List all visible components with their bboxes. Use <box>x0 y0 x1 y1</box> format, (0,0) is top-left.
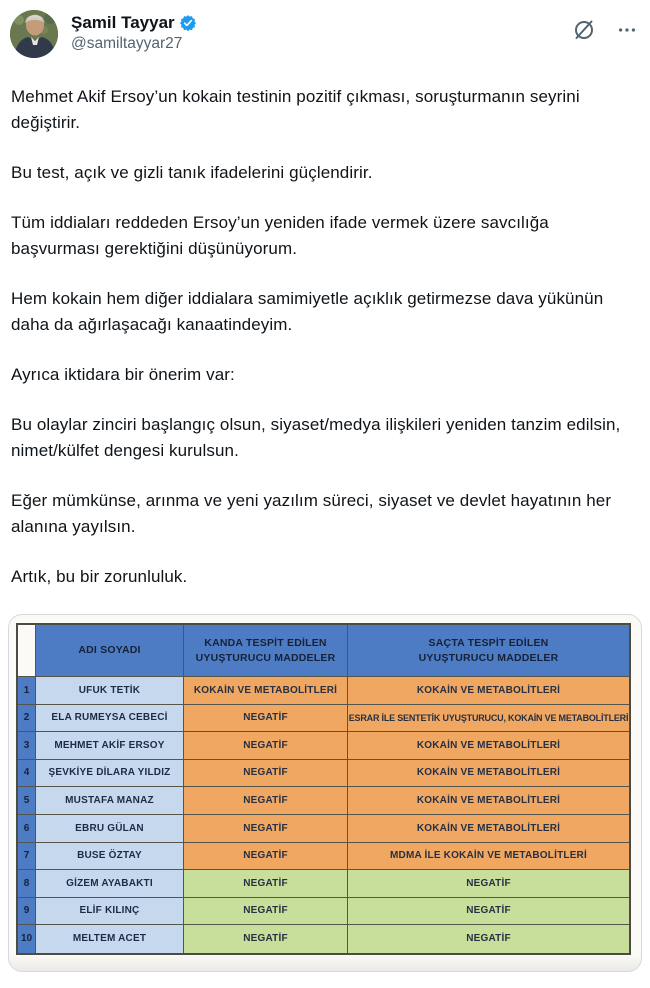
tweet-paragraph: Mehmet Akif Ersoy’un kokain testinin pozitif çıkması, soruşturmanın seyrini değiştirir. <box>11 87 580 132</box>
blood-result-cell: KOKAİN VE METABOLİTLERİ <box>184 677 348 705</box>
blood-result-cell: NEGATİF <box>184 925 348 953</box>
table-row <box>18 787 629 815</box>
hair-result-cell: KOKAİN VE METABOLİTLERİ <box>348 677 629 705</box>
row-number-cell: 8 <box>18 870 36 898</box>
table-row <box>18 815 629 843</box>
table-row <box>18 870 629 898</box>
hair-result-cell: NEGATİF <box>348 925 629 953</box>
hair-result-cell: NEGATİF <box>348 898 629 926</box>
table-row <box>18 705 629 733</box>
row-number-cell: 5 <box>18 787 36 815</box>
row-number-cell: 7 <box>18 843 36 871</box>
table-row <box>18 898 629 926</box>
table-row <box>18 843 629 871</box>
more-menu-icon[interactable] <box>616 19 638 41</box>
blood-result-cell: NEGATİF <box>184 732 348 760</box>
hair-result-cell: KOKAİN VE METABOLİTLERİ <box>348 732 629 760</box>
name-cell: ELA RUMEYSA CEBECİ <box>36 705 184 733</box>
row-number-cell: 6 <box>18 815 36 843</box>
hair-result-cell: MDMA İLE KOKAİN VE METABOLİTLERİ <box>348 843 629 871</box>
blood-result-cell: NEGATİF <box>184 815 348 843</box>
tweet-paragraph: Ayrıca iktidara bir önerim var: <box>11 365 235 384</box>
blood-result-cell: NEGATİF <box>184 898 348 926</box>
name-cell: UFUK TETİK <box>36 677 184 705</box>
display-name[interactable]: Şamil Tayyar <box>71 13 175 32</box>
avatar[interactable] <box>10 10 58 58</box>
results-table-body <box>18 677 629 953</box>
name-cell: MEHMET AKİF ERSOY <box>36 732 184 760</box>
tweet-header <box>10 10 640 62</box>
row-number-cell: 9 <box>18 898 36 926</box>
table-row <box>18 925 629 953</box>
row-number-cell: 3 <box>18 732 36 760</box>
blood-header-line1: KANDA TESPİT EDİLEN <box>204 637 327 650</box>
corner-header-cell <box>18 625 36 677</box>
hair-result-cell: ESRAR İLE SENTETİK UYUŞTURUCU, KOKAİN VE METABOLİTLERİ <box>348 705 629 733</box>
name-cell: GİZEM AYABAKTI <box>36 870 184 898</box>
blood-result-cell: NEGATİF <box>184 843 348 871</box>
name-column-header: ADI SOYADI <box>36 625 184 677</box>
tweet-paragraph: Artık, bu bir zorunluluk. <box>11 567 188 586</box>
name-cell: BUSE ÖZTAY <box>36 843 184 871</box>
row-number-cell: 1 <box>18 677 36 705</box>
tweet-paragraph: Bu olaylar zinciri başlangıç olsun, siyaset/medya ilişkileri yeniden tanzim edilsin, nimet/külfet dengesi kurulsun. <box>11 415 621 460</box>
profile-photo <box>10 10 58 58</box>
name-cell: ELİF KILINÇ <box>36 898 184 926</box>
hair-result-cell: NEGATİF <box>348 870 629 898</box>
results-table-header <box>18 625 629 677</box>
hair-header-line1: SAÇTA TESPİT EDİLEN <box>428 637 549 650</box>
table-row <box>18 732 629 760</box>
hair-header-line2: UYUŞTURUCU MADDELER <box>418 651 559 664</box>
user-handle[interactable]: @samiltayyar27 <box>71 35 183 52</box>
blood-result-cell: NEGATİF <box>184 760 348 788</box>
tweet-media-image[interactable] <box>8 614 642 972</box>
name-cell: MELTEM ACET <box>36 925 184 953</box>
identity-block <box>71 10 197 55</box>
tweet-paragraph: Hem kokain hem diğer iddialara samimiyetle açıklık getirmezse dava yükünün daha da ağırlaşacağı kanaatindeyim. <box>11 289 604 334</box>
name-cell: MUSTAFA MANAZ <box>36 787 184 815</box>
blood-column-header <box>184 625 348 677</box>
name-cell: EBRU GÜLAN <box>36 815 184 843</box>
grok-icon[interactable] <box>572 18 596 42</box>
results-table <box>16 623 631 955</box>
blood-result-cell: NEGATİF <box>184 705 348 733</box>
table-row <box>18 677 629 705</box>
row-number-cell: 10 <box>18 925 36 953</box>
row-number-cell: 4 <box>18 760 36 788</box>
row-number-cell: 2 <box>18 705 36 733</box>
tweet-text <box>11 84 635 590</box>
hair-result-cell: KOKAİN VE METABOLİTLERİ <box>348 760 629 788</box>
verified-badge-icon <box>179 14 197 32</box>
hair-result-cell: KOKAİN VE METABOLİTLERİ <box>348 815 629 843</box>
blood-header-line2: UYUŞTURUCU MADDELER <box>195 651 336 664</box>
tweet-paragraph: Bu test, açık ve gizli tanık ifadelerini güçlendirir. <box>11 163 373 182</box>
tweet-paragraph: Tüm iddiaları reddeden Ersoy’un yeniden ifade vermek üzere savcılığa başvurması gerektiğini düşünüyorum. <box>11 213 549 258</box>
blood-result-cell: NEGATİF <box>184 870 348 898</box>
name-cell: ŞEVKİYE DİLARA YILDIZ <box>36 760 184 788</box>
hair-result-cell: KOKAİN VE METABOLİTLERİ <box>348 787 629 815</box>
tweet-paragraph: Eğer mümkünse, arınma ve yeni yazılım süreci, siyaset ve devlet hayatının her alanına yayılsın. <box>11 491 612 536</box>
header-actions <box>572 18 638 42</box>
table-row <box>18 760 629 788</box>
blood-result-cell: NEGATİF <box>184 787 348 815</box>
hair-column-header <box>348 625 629 677</box>
